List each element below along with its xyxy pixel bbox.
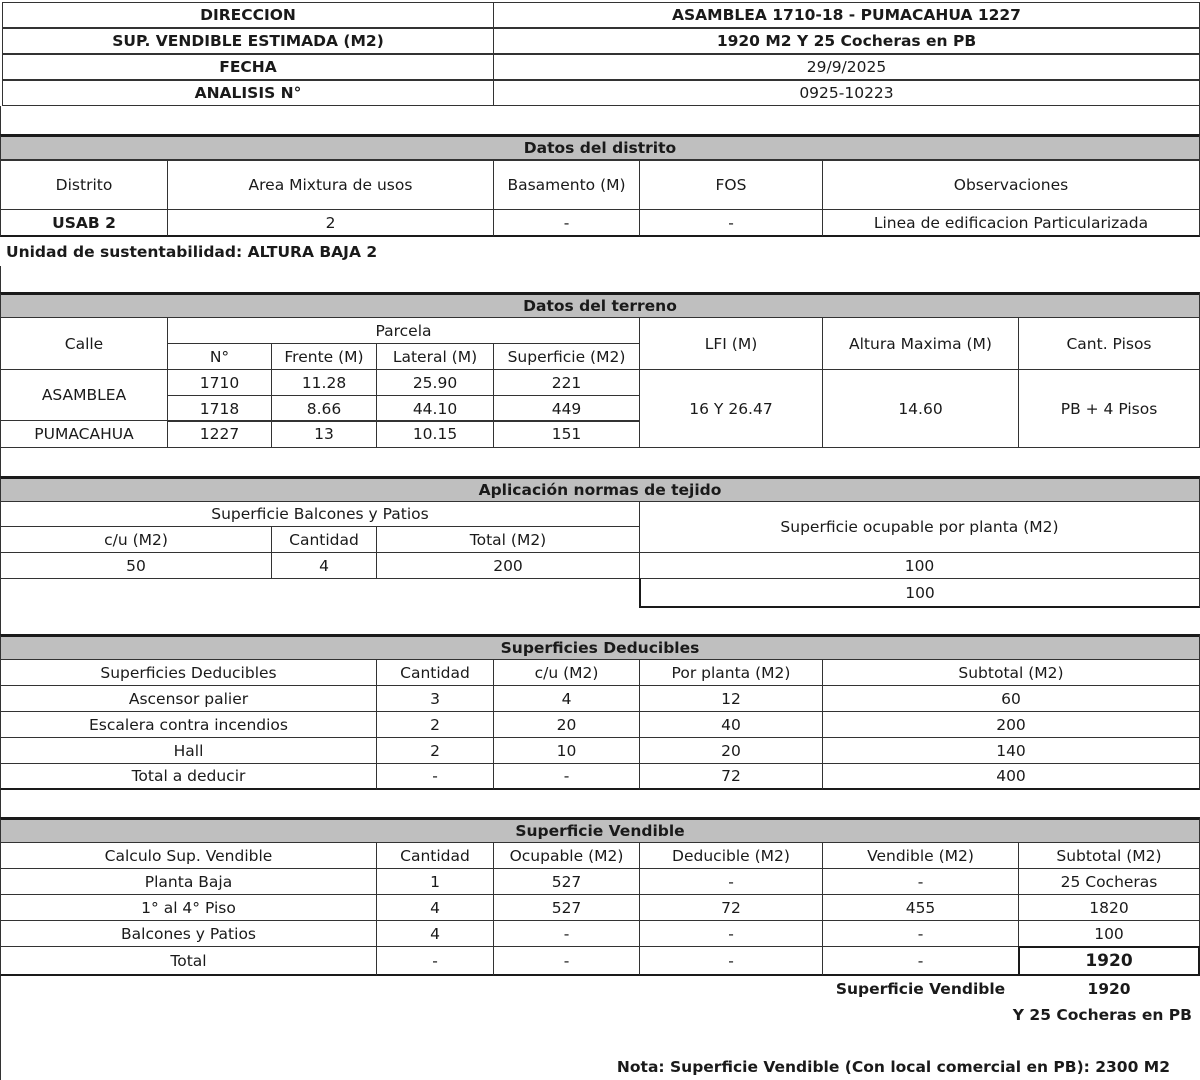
basamento-value: - (493, 209, 640, 237)
vendible-cell: - (639, 868, 823, 895)
deducible-cell: 2 (376, 737, 494, 764)
parcela-lateral: 44.10 (376, 395, 494, 422)
vendible-cell: 72 (639, 894, 823, 921)
section-title-tejido: Aplicación normas de tejido (0, 476, 1200, 502)
parcela-header: Parcela (167, 317, 640, 344)
vendible-cell: - (493, 946, 640, 976)
section-title-vendible: Superficie Vendible (0, 817, 1200, 843)
parcela-frente: 13 (271, 420, 377, 448)
spacer-row (0, 579, 1200, 634)
lfi-value: 16 Y 26.47 (639, 369, 823, 448)
spacer-row (0, 106, 1200, 134)
vendible-col-header: Ocupable (M2) (493, 842, 640, 869)
analisis-value: 0925-10223 (493, 80, 1200, 106)
sup-vendible-value: 1920 M2 Y 25 Cocheras en PB (493, 28, 1200, 54)
lateral-header: Lateral (M) (376, 343, 494, 370)
direccion-value: ASAMBLEA 1710-18 - PUMACAHUA 1227 (493, 2, 1200, 28)
vendible-cell: 1 (376, 868, 494, 895)
parcela-lateral: 10.15 (376, 420, 494, 448)
deducible-cell: 400 (822, 763, 1200, 790)
vendible-col-header: Vendible (M2) (822, 842, 1019, 869)
observaciones-header: Observaciones (822, 160, 1200, 210)
deducible-cell: 140 (822, 737, 1200, 764)
deducible-cell: 2 (376, 711, 494, 738)
calle-asamblea: ASAMBLEA (0, 369, 168, 421)
vendible-cell: 455 (822, 894, 1019, 921)
parcela-numero: 1710 (167, 369, 272, 396)
deducible-cell: 20 (493, 711, 640, 738)
deducibles-col-header: Subtotal (M2) (822, 659, 1200, 686)
vendible-cell: 527 (493, 894, 640, 921)
numero-header: N° (167, 343, 272, 370)
vendible-cell: - (493, 920, 640, 947)
deducible-cell: 20 (639, 737, 823, 764)
altura-maxima-header: Altura Maxima (M) (822, 317, 1019, 370)
vendible-cell: - (822, 920, 1019, 947)
direccion-label: DIRECCION (2, 2, 494, 28)
section-title-terreno: Datos del terreno (0, 292, 1200, 318)
vendible-col-header: Subtotal (M2) (1018, 842, 1200, 869)
vendible-total-value: 1920 (1018, 946, 1200, 976)
superficie-header: Superficie (M2) (493, 343, 640, 370)
spacer-row (0, 448, 1200, 476)
vendible-cell: - (822, 946, 1019, 976)
total-header: Total (M2) (376, 526, 640, 553)
deducible-cell: - (376, 763, 494, 790)
nota-superficie: Nota: Superficie Vendible (Con local comercial en PB): 2300 M2 (616, 1057, 1170, 1076)
vendible-subtotal: 25 Cocheras (1018, 868, 1200, 895)
summary-value: 1920 (1087, 980, 1131, 998)
analisis-label: ANALISIS N° (2, 80, 494, 106)
ocupable-value: 100 (639, 552, 1200, 579)
parcela-superficie: 221 (493, 369, 640, 396)
vendible-cell: 4 (376, 894, 494, 921)
vendible-cell: - (376, 946, 494, 976)
vendible-cell: - (822, 868, 1019, 895)
total-deducir-label: Total a deducir (0, 763, 377, 790)
deducible-name: Hall (0, 737, 377, 764)
vendible-subtotal: 100 (1018, 920, 1200, 947)
cantidad-header: Cantidad (271, 526, 377, 553)
deducible-cell: 4 (493, 685, 640, 712)
spacer-row (0, 790, 1200, 817)
fecha-value: 29/9/2025 (493, 54, 1200, 80)
spacer-row (0, 266, 1200, 292)
cant-pisos-value: PB + 4 Pisos (1018, 369, 1200, 448)
cantidad-value: 4 (271, 552, 377, 579)
distrito-header: Distrito (0, 160, 168, 210)
calle-header: Calle (0, 317, 168, 370)
deducible-cell: 3 (376, 685, 494, 712)
vendible-cell: - (639, 946, 823, 976)
summary-label: Superficie Vendible (835, 980, 1006, 998)
deducible-name: Ascensor palier (0, 685, 377, 712)
deducibles-col-header: Por planta (M2) (639, 659, 823, 686)
vendible-col-header: Deducible (M2) (639, 842, 823, 869)
parcela-lateral: 25.90 (376, 369, 494, 396)
deducibles-col-header: Cantidad (376, 659, 494, 686)
deducible-cell: 60 (822, 685, 1200, 712)
frente-header: Frente (M) (271, 343, 377, 370)
unidad-sustentabilidad: Unidad de sustentabilidad: ALTURA BAJA 2 (6, 243, 378, 261)
vendible-row-label: Balcones y Patios (0, 920, 377, 947)
area-mixtura-header: Area Mixtura de usos (167, 160, 494, 210)
parcela-superficie: 151 (493, 420, 640, 448)
deducible-cell: 12 (639, 685, 823, 712)
deducibles-col-header: Superficies Deducibles (0, 659, 377, 686)
deducible-name: Escalera contra incendios (0, 711, 377, 738)
distrito-value: USAB 2 (0, 209, 168, 237)
vendible-total-label: Total (0, 946, 377, 976)
parcela-numero: 1227 (167, 420, 272, 448)
cu-value: 50 (0, 552, 272, 579)
sup-vendible-label: SUP. VENDIBLE ESTIMADA (M2) (2, 28, 494, 54)
fecha-label: FECHA (2, 54, 494, 80)
cant-pisos-header: Cant. Pisos (1018, 317, 1200, 370)
deducibles-col-header: c/u (M2) (493, 659, 640, 686)
vendible-col-header: Calculo Sup. Vendible (0, 842, 377, 869)
deducible-cell: 10 (493, 737, 640, 764)
vendible-cell: - (639, 920, 823, 947)
area-mixtura-value: 2 (167, 209, 494, 237)
vendible-subtotal: 1820 (1018, 894, 1200, 921)
vendible-cell: 527 (493, 868, 640, 895)
section-title-deducibles: Superficies Deducibles (0, 634, 1200, 660)
deducible-cell: 40 (639, 711, 823, 738)
deducible-cell: 200 (822, 711, 1200, 738)
parcela-numero: 1718 (167, 395, 272, 422)
calle-pumacahua: PUMACAHUA (0, 420, 168, 448)
total-value: 200 (376, 552, 640, 579)
deducible-cell: 72 (639, 763, 823, 790)
section-title-distrito: Datos del distrito (0, 134, 1200, 160)
lfi-header: LFI (M) (639, 317, 823, 370)
basamento-header: Basamento (M) (493, 160, 640, 210)
ocupable-planta-header: Superficie ocupable por planta (M2) (639, 501, 1200, 553)
vendible-row-label: 1° al 4° Piso (0, 894, 377, 921)
vendible-row-label: Planta Baja (0, 868, 377, 895)
parcela-frente: 11.28 (271, 369, 377, 396)
altura-maxima-value: 14.60 (822, 369, 1019, 448)
ocupable-value: 100 (639, 578, 1200, 608)
fos-value: - (639, 209, 823, 237)
vendible-cell: 4 (376, 920, 494, 947)
parcela-frente: 8.66 (271, 395, 377, 422)
balcones-patios-header: Superficie Balcones y Patios (0, 501, 640, 527)
deducible-cell: - (493, 763, 640, 790)
parcela-superficie: 449 (493, 395, 640, 422)
fos-header: FOS (639, 160, 823, 210)
observaciones-value: Linea de edificacion Particularizada (822, 209, 1200, 237)
cocheras-note: Y 25 Cocheras en PB (1012, 1006, 1192, 1024)
cu-header: c/u (M2) (0, 526, 272, 553)
vendible-col-header: Cantidad (376, 842, 494, 869)
